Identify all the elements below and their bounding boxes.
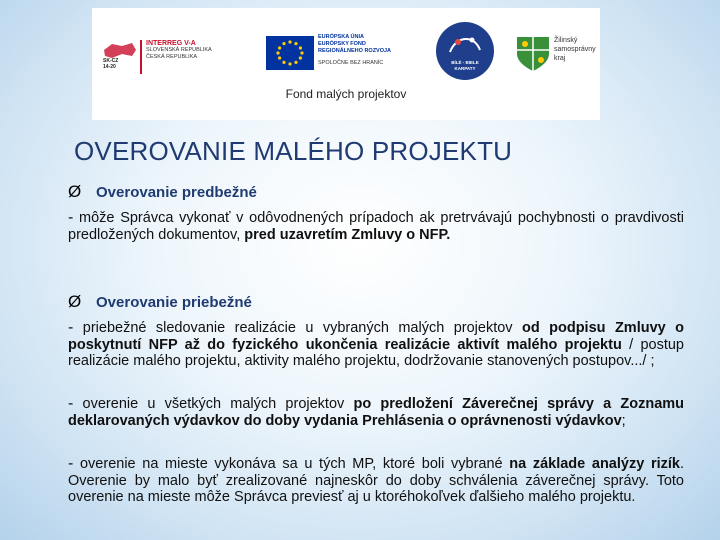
section-heading-text: Overovanie predbežné <box>96 184 257 201</box>
section-heading-text: Overovanie priebežné <box>96 294 252 311</box>
map-label-1: SK-CZ <box>103 58 119 64</box>
text: môže Správca vykonať v odôvodnených prípadoch ak pretrvávajú pochybnosti o pravdivosti predložených dokumentov, <box>68 210 684 243</box>
text: . Overenie by malo byť zrealizované najneskôr do doby schválenia záverečnej správy. Toto overenie na mieste môže Správca previesť aj u ktoréhokoľvek ďalšieho malého projektu. <box>68 456 684 505</box>
logo-banner <box>92 8 600 120</box>
paragraph-priebezne-2 <box>68 396 684 429</box>
page-title: OVEROVANIE MALÉHO PROJEKTU <box>74 136 513 166</box>
map-label-2: 14-20 <box>103 64 116 70</box>
zilina-line-1: Žilinský <box>554 37 578 44</box>
dash-bullet: - <box>68 209 74 226</box>
section-heading-priebezne <box>68 292 252 312</box>
zilina-text <box>554 36 602 63</box>
paragraph-predbezne <box>68 210 684 243</box>
dash-bullet: - <box>68 319 74 336</box>
text: overenie u všetkých malých projektov <box>73 396 354 412</box>
paragraph-priebezne-1 <box>68 320 684 370</box>
text: overenie na mieste vykonáva sa u tých MP, ktoré boli vybrané <box>73 456 510 472</box>
eu-line-2: EURÓPSKY FOND <box>318 41 366 47</box>
dash-bullet: - <box>68 395 74 412</box>
region-line-2: KARPATY <box>454 66 476 71</box>
zilina-coat-of-arms-icon <box>516 36 550 72</box>
bold-text: pred uzavretím Zmluvy o NFP. <box>244 226 451 243</box>
text: priebežné sledovanie realizácie u vybraných malých projektov <box>73 320 522 336</box>
text: / postup realizácie malého projektu, aktivity malého projektu, dodržovanie stanovených postupov.../ ; <box>68 336 684 369</box>
interreg-line-1: SLOVENSKÁ REPUBLIKA <box>146 47 212 53</box>
region-line-1: BÍLÉ - BIELE <box>451 60 479 65</box>
eu-flag-icon <box>266 36 314 70</box>
interreg-logo <box>102 32 252 78</box>
eu-logo <box>266 34 406 78</box>
interreg-brand <box>140 40 252 74</box>
eu-line-1: EURÓPSKA ÚNIA <box>318 34 364 40</box>
zilina-region-logo <box>516 34 600 76</box>
fund-title: Fond malých projektov <box>285 87 407 101</box>
zilina-line-3: kraj <box>554 55 566 62</box>
text: ; <box>621 412 626 429</box>
region-label <box>440 60 490 72</box>
zilina-line-2: samosprávny <box>554 46 596 53</box>
bile-karpaty-logo <box>436 22 494 80</box>
section-heading-predbezne <box>68 182 257 202</box>
dash-bullet: - <box>68 455 74 472</box>
bold-text: na základe analýzy rizík <box>509 456 680 472</box>
arrow-bullet-icon: Ø <box>68 182 82 201</box>
eu-text <box>318 34 408 67</box>
interreg-line-2: ČESKÁ REPUBLIKA <box>146 54 198 60</box>
eu-cooperation: SPOLOČNE BEZ HRANÍC <box>318 60 384 66</box>
eu-line-3: REGIONÁLNEHO ROZVOJA <box>318 48 392 54</box>
arrow-bullet-icon: Ø <box>68 292 82 311</box>
bold-text: od podpisu Zmluvy o poskytnutí NFP až do fyzického ukončenia realizácie aktivít malého projektu <box>68 320 684 353</box>
bold-text: po predložení Záverečnej správy a Zoznamu deklarovaných výdavkov do doby vydania Prehlásenia o oprávnenosti výdavkov <box>68 396 685 429</box>
paragraph-priebezne-3 <box>68 456 684 506</box>
sk-cz-map-icon <box>102 40 138 70</box>
interreg-name: INTERREG V-A <box>146 40 196 47</box>
